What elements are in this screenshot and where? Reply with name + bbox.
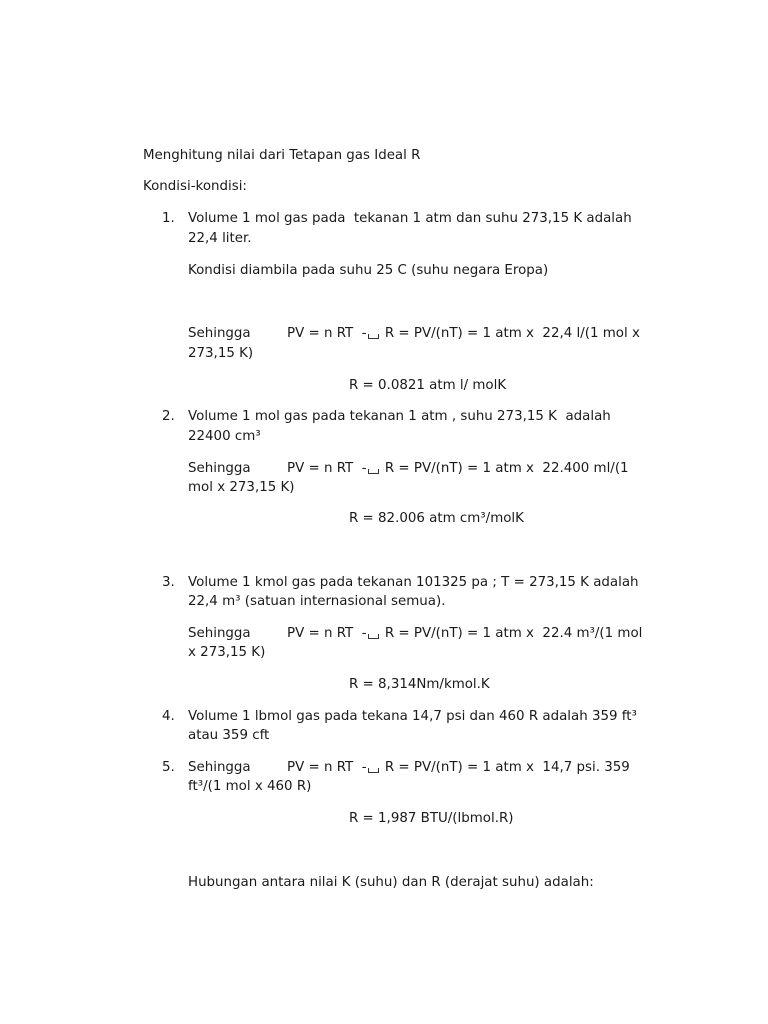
item-2-equation-part-b: R = PV/(nT) = 1 atm x 22.400 ml/(1	[380, 461, 629, 476]
item-5-result: R = 1,987 BTU/(lbmol.R)	[349, 811, 514, 826]
item-4-line-1: Volume 1 lbmol gas pada tekana 14,7 psi dan 460 R adalah 359 ft³	[188, 709, 637, 724]
closing-statement: Hubungan antara nilai K (suhu) dan R (derajat suhu) adalah:	[188, 875, 594, 890]
item-1-equation	[287, 324, 640, 344]
item-1-note: Kondisi diambila pada suhu 25 C (suhu negara Eropa)	[188, 263, 549, 278]
item-number-5: 5.	[162, 760, 175, 775]
conditions-heading: Kondisi-kondisi:	[143, 179, 247, 194]
item-1-equation-part-a: PV = n RT -	[287, 326, 367, 341]
implies-arrow-icon	[368, 469, 379, 474]
item-2-result: R = 82.006 atm cm³/molK	[349, 511, 524, 526]
item-3-sehingga: Sehingga	[188, 626, 251, 641]
item-number-3: 3.	[162, 575, 175, 590]
item-3-line-2: 22,4 m³ (satuan internasional semua).	[188, 594, 446, 609]
item-1-result: R = 0.0821 atm l/ molK	[349, 378, 507, 393]
item-5-sehingga: Sehingga	[188, 760, 251, 775]
item-4-line-2: atau 359 cft	[188, 728, 270, 743]
item-3-equation-continued: x 273,15 K)	[188, 645, 266, 660]
item-2-line-2: 22400 cm³	[188, 429, 261, 444]
item-1-line-1: Volume 1 mol gas pada tekanan 1 atm dan suhu 273,15 K adalah	[188, 211, 632, 226]
item-3-equation-part-a: PV = n RT -	[287, 626, 367, 641]
item-3-equation	[287, 624, 642, 644]
item-number-1: 1.	[162, 211, 175, 226]
item-1-equation-continued: 273,15 K)	[188, 346, 254, 361]
item-5-equation-part-b: R = PV/(nT) = 1 atm x 14,7 psi. 359	[380, 760, 630, 775]
item-1-line-2: 22,4 liter.	[188, 231, 252, 246]
item-3-line-1: Volume 1 kmol gas pada tekanan 101325 pa ; T = 273,15 K adalah	[188, 575, 639, 590]
implies-arrow-icon	[368, 334, 379, 339]
item-3-result: R = 8,314Nm/kmol.K	[349, 677, 490, 692]
item-number-2: 2.	[162, 409, 175, 424]
item-1-sehingga: Sehingga	[188, 326, 251, 341]
item-1-equation-part-b: R = PV/(nT) = 1 atm x 22,4 l/(1 mol x	[380, 326, 640, 341]
item-2-sehingga: Sehingga	[188, 461, 251, 476]
item-number-4: 4.	[162, 709, 175, 724]
item-3-equation-part-b: R = PV/(nT) = 1 atm x 22.4 m³/(1 mol	[380, 626, 643, 641]
item-2-line-1: Volume 1 mol gas pada tekanan 1 atm , suhu 273,15 K adalah	[188, 409, 611, 424]
item-5-equation	[287, 758, 630, 778]
item-2-equation-continued: mol x 273,15 K)	[188, 480, 295, 495]
item-5-equation-continued: ft³/(1 mol x 460 R)	[188, 779, 312, 794]
item-5-equation-part-a: PV = n RT -	[287, 760, 367, 775]
item-2-equation	[287, 459, 629, 479]
item-2-equation-part-a: PV = n RT -	[287, 461, 367, 476]
document-title: Menghitung nilai dari Tetapan gas Ideal R	[143, 148, 421, 163]
implies-arrow-icon	[368, 634, 379, 639]
implies-arrow-icon	[368, 768, 379, 773]
